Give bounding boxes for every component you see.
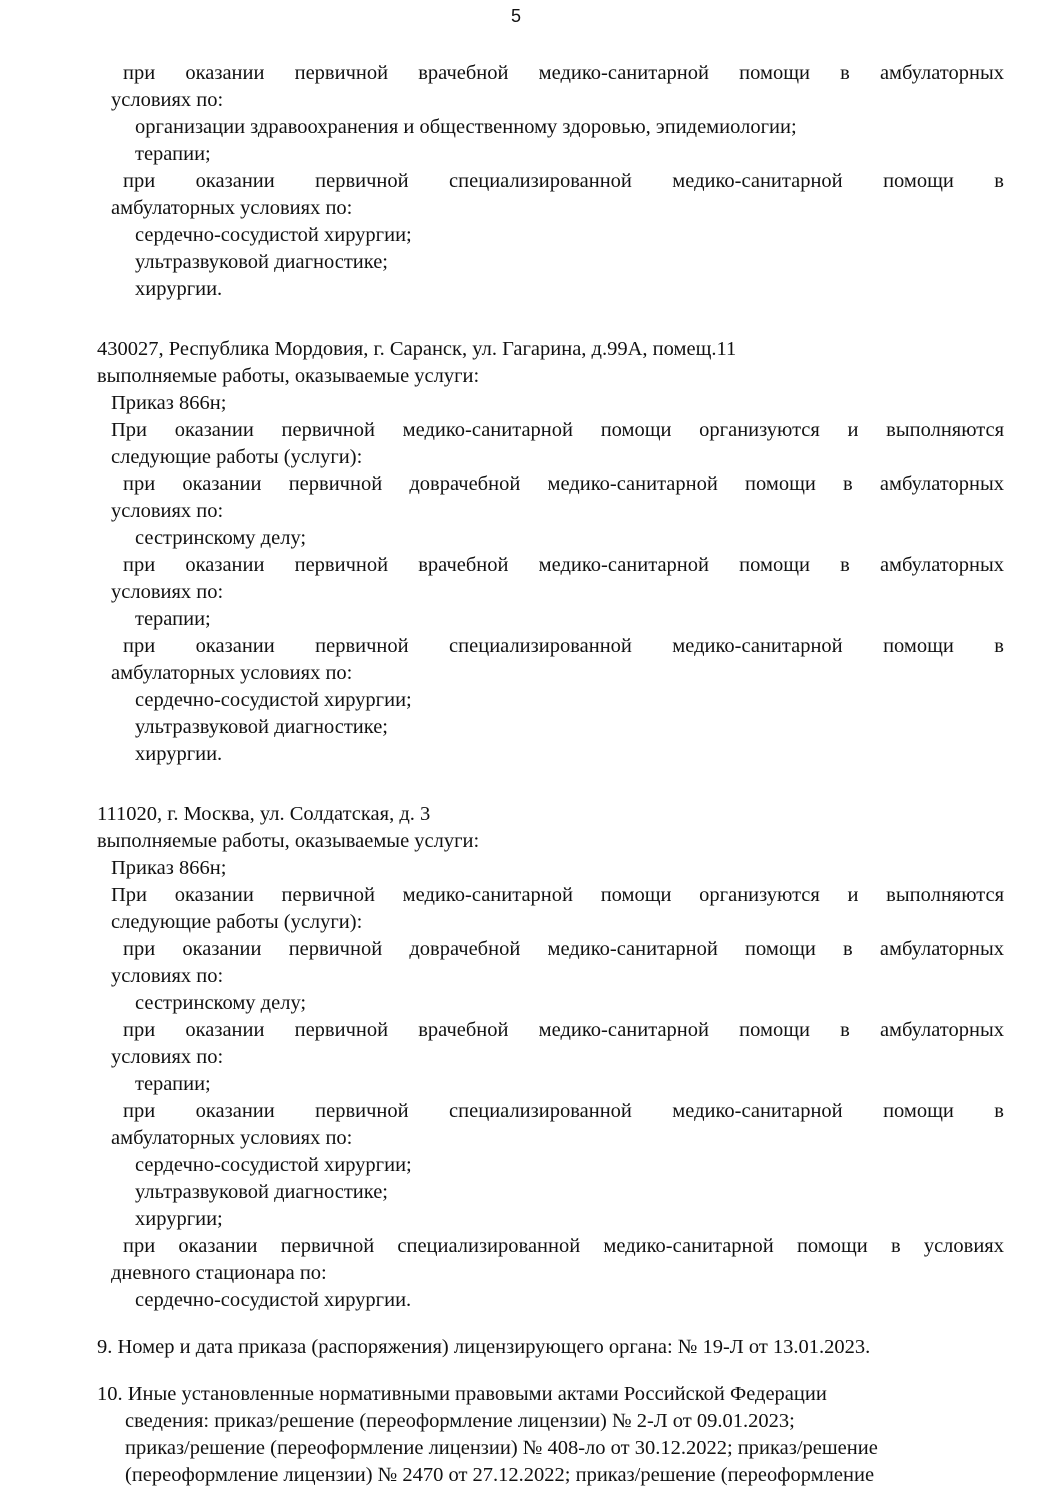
text-line: при оказании первичной специализированной медико-санитарной помощи в: [123, 1100, 1004, 1122]
text-line: Приказ 866н;: [111, 392, 227, 414]
text-line: сердечно-сосудистой хирургии.: [135, 1289, 412, 1311]
text-line: следующие работы (услуги):: [111, 446, 363, 468]
text-line: ультразвуковой диагностике;: [135, 716, 388, 738]
text-line: условиях по:: [111, 1046, 224, 1068]
text-line: сердечно-сосудистой хирургии;: [135, 1154, 412, 1176]
text-line: выполняемые работы, оказываемые услуги:: [97, 830, 480, 852]
text-line: 111020, г. Москва, ул. Солдатская, д. 3: [97, 803, 431, 825]
text-line: амбулаторных условиях по:: [111, 662, 353, 684]
text-line: условиях по:: [111, 89, 224, 111]
text-line: амбулаторных условиях по:: [111, 1127, 353, 1149]
text-line: сестринскому делу;: [135, 992, 307, 1014]
text-line: при оказании первичной доврачебной медико-санитарной помощи в амбулаторных: [123, 938, 1004, 960]
text-line: Приказ 866н;: [111, 857, 227, 879]
text-line: сведения: приказ/решение (переоформление лицензии) № 2-Л от 09.01.2023;: [125, 1410, 795, 1432]
text-line: при оказании первичной врачебной медико-санитарной помощи в амбулаторных: [123, 554, 1004, 576]
text-line: хирургии.: [135, 743, 223, 765]
text-line: амбулаторных условиях по:: [111, 197, 353, 219]
text-line: терапии;: [135, 1073, 211, 1095]
text-line: дневного стационара по:: [111, 1262, 327, 1284]
text-line: при оказании первичной специализированной медико-санитарной помощи в: [123, 170, 1004, 192]
text-line: ультразвуковой диагностике;: [135, 1181, 388, 1203]
text-line: хирургии;: [135, 1208, 223, 1230]
text-line: 430027, Республика Мордовия, г. Саранск, ул. Гагарина, д.99А, помещ.11: [97, 338, 737, 360]
text-line: При оказании первичной медико-санитарной помощи организуются и выполняются: [111, 884, 1004, 906]
text-line: ультразвуковой диагностике;: [135, 251, 388, 273]
text-line: 10. Иные установленные нормативными правовыми актами Российской Федерации: [97, 1383, 827, 1405]
text-line: сердечно-сосудистой хирургии;: [135, 689, 412, 711]
text-line: условиях по:: [111, 965, 224, 987]
text-line: условиях по:: [111, 500, 224, 522]
page-number: 5: [510, 6, 521, 26]
text-line: следующие работы (услуги):: [111, 911, 363, 933]
text-line: 9. Номер и дата приказа (распоряжения) лицензирующего органа: № 19-Л от 13.01.2023.: [97, 1336, 871, 1358]
text-line: выполняемые работы, оказываемые услуги:: [97, 365, 480, 387]
text-line: При оказании первичной медико-санитарной помощи организуются и выполняются: [111, 419, 1004, 441]
text-line: сердечно-сосудистой хирургии;: [135, 224, 412, 246]
text-line: при оказании первичной доврачебной медико-санитарной помощи в амбулаторных: [123, 473, 1004, 495]
text-line: терапии;: [135, 143, 211, 165]
text-line: организации здравоохранения и общественному здоровью, эпидемиологии;: [135, 116, 797, 138]
text-line: при оказании первичной специализированной медико-санитарной помощи в условиях: [123, 1235, 1004, 1257]
text-line: условиях по:: [111, 581, 224, 603]
text-line: при оказании первичной врачебной медико-санитарной помощи в амбулаторных: [123, 1019, 1004, 1041]
text-line: при оказании первичной врачебной медико-санитарной помощи в амбулаторных: [123, 62, 1004, 84]
text-line: хирургии.: [135, 278, 223, 300]
text-line: при оказании первичной специализированной медико-санитарной помощи в: [123, 635, 1004, 657]
text-line: терапии;: [135, 608, 211, 630]
text-line: сестринскому делу;: [135, 527, 307, 549]
text-line: (переоформление лицензии) № 2470 от 27.12.2022; приказ/решение (переоформление: [125, 1464, 875, 1486]
text-line: приказ/решение (переоформление лицензии) № 408-ло от 30.12.2022; приказ/решение: [125, 1437, 878, 1459]
